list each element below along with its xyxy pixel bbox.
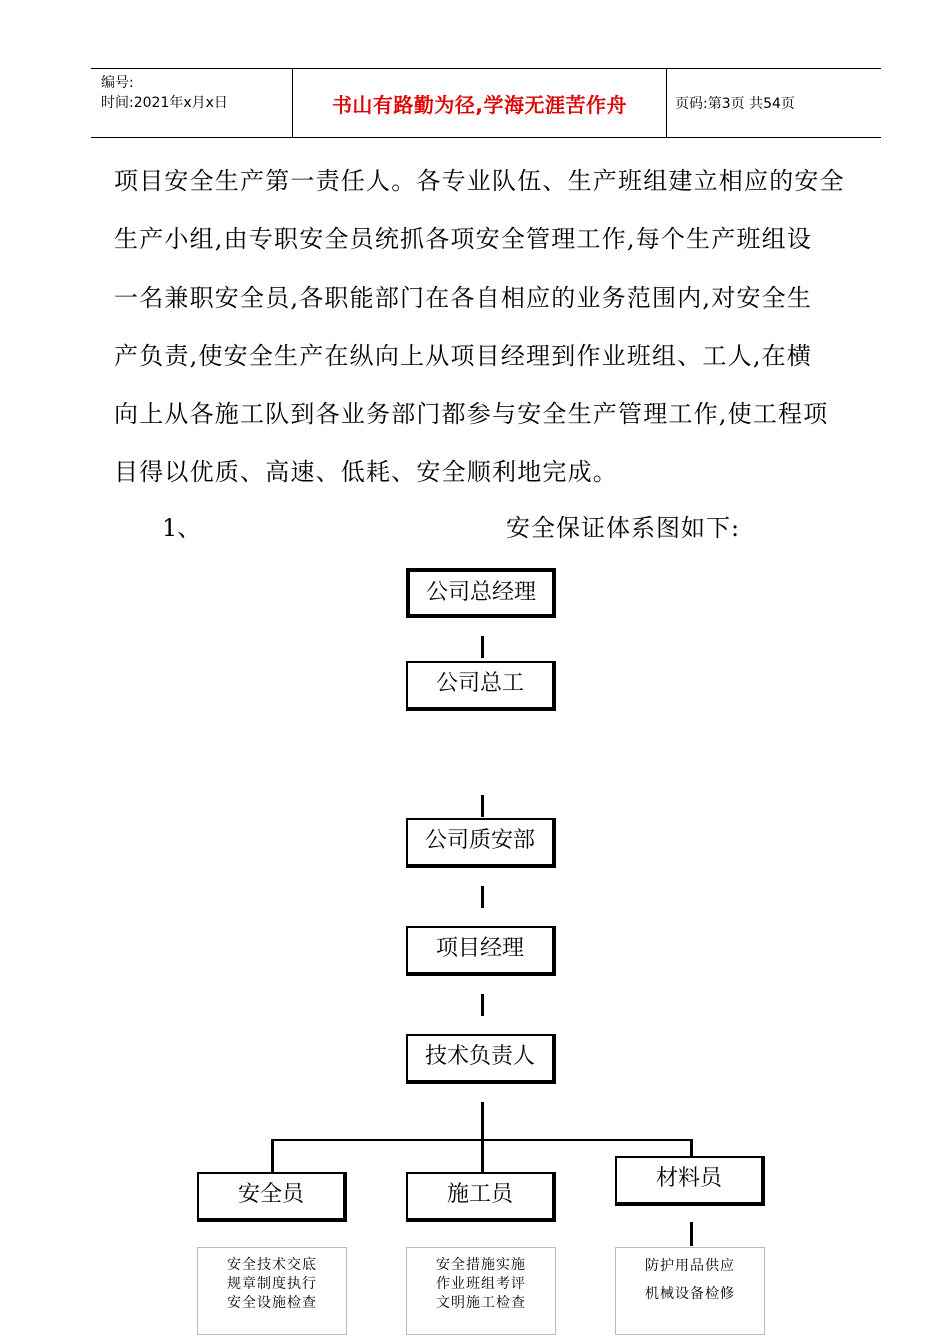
page-info: 页码:第3页 共54页 xyxy=(675,96,795,112)
duty-item: 安全技术交底 xyxy=(227,1257,317,1273)
header-info xyxy=(101,73,228,113)
org-node-chief-engineer: 公司总工 xyxy=(406,661,556,711)
body-paragraph xyxy=(114,152,862,502)
duty-item: 文明施工检查 xyxy=(436,1295,526,1311)
connector-line xyxy=(481,1139,484,1173)
header-motto: 书山有路勤为径,学海无涯苦作舟 xyxy=(331,93,628,117)
paragraph-line: 向上从各施工队到各业务部门都参与安全生产管理工作,使工程项 xyxy=(114,400,829,429)
org-node-quality-safety-dept: 公司质安部 xyxy=(406,818,556,868)
paragraph-line: 目得以优质、高速、低耗、安全顺利地完成。 xyxy=(114,458,618,487)
connector-line xyxy=(690,1222,693,1246)
duty-item: 机械设备检修 xyxy=(645,1286,735,1302)
section-number: 1、 xyxy=(162,514,202,542)
header-divider-right xyxy=(666,69,667,137)
connector-line xyxy=(481,1102,484,1140)
connector-line xyxy=(481,994,484,1016)
connector-line xyxy=(481,795,484,817)
paragraph-line: 项目安全生产第一责任人。各专业队伍、生产班组建立相应的安全 xyxy=(114,167,845,195)
connector-line xyxy=(271,1139,274,1173)
duty-item: 防护用品供应 xyxy=(645,1258,735,1274)
duty-box-materials xyxy=(615,1247,765,1335)
connector-line xyxy=(690,1139,693,1157)
duty-item: 安全措施实施 xyxy=(436,1257,526,1273)
section-title: 安全保证体系图如下: xyxy=(506,514,741,542)
paragraph-line: 一名兼职安全员,各职能部门在各自相应的业务范围内,对安全生 xyxy=(114,283,813,312)
duty-box-safety xyxy=(197,1247,347,1335)
connector-line xyxy=(481,886,484,908)
org-node-materials-officer: 材料员 xyxy=(615,1156,765,1206)
time-label: 时间:2021年x月x日 xyxy=(101,95,228,111)
paragraph-line: 生产小组,由专职安全员统抓各项安全管理工作,每个生产班组设 xyxy=(114,225,813,254)
duty-box-construction xyxy=(406,1247,556,1335)
org-node-technical-lead: 技术负责人 xyxy=(406,1034,556,1084)
org-node-project-manager: 项目经理 xyxy=(406,926,556,976)
org-node-safety-officer: 安全员 xyxy=(197,1172,347,1222)
connector-line xyxy=(481,636,484,658)
page-header xyxy=(91,68,881,138)
number-label: 编号: xyxy=(101,75,134,91)
duty-item: 作业班组考评 xyxy=(436,1276,526,1292)
duty-item: 规章制度执行 xyxy=(227,1276,317,1292)
org-node-general-manager: 公司总经理 xyxy=(406,568,556,618)
duty-item: 安全设施检查 xyxy=(227,1295,317,1311)
paragraph-line: 产负责,使安全生产在纵向上从项目经理到作业班组、工人,在横 xyxy=(114,341,813,370)
org-node-construction-officer: 施工员 xyxy=(406,1172,556,1222)
